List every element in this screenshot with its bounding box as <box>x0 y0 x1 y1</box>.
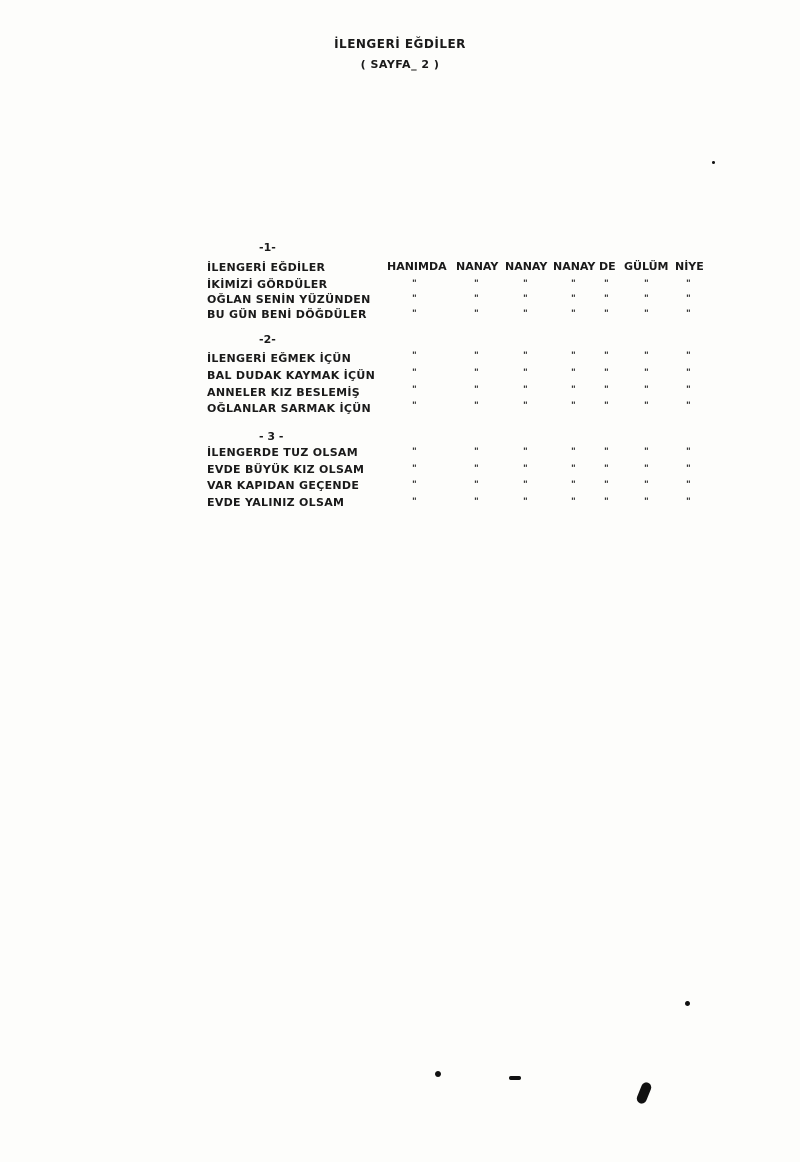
chorus-word: NANAY <box>553 260 596 273</box>
verse-line: İLENGERİ EĞMEK İÇÜN <box>207 352 352 365</box>
ditto-mark: " <box>686 368 691 378</box>
ditto-mark: " <box>412 497 417 507</box>
ditto-mark: " <box>412 309 417 319</box>
ditto-mark: " <box>571 294 576 304</box>
ditto-mark: " <box>412 480 417 490</box>
page-subtitle: ( SAYFA_ 2 ) <box>360 58 440 71</box>
ditto-mark: " <box>686 351 691 361</box>
ditto-mark: " <box>604 480 609 490</box>
ditto-mark: " <box>644 401 649 411</box>
ditto-mark: " <box>412 294 417 304</box>
ditto-mark: " <box>571 351 576 361</box>
ditto-mark: " <box>571 309 576 319</box>
ditto-mark: " <box>686 279 691 289</box>
verse-line: OĞLANLAR SARMAK İÇÜN <box>207 402 371 415</box>
scan-speck <box>435 1071 441 1077</box>
ditto-mark: " <box>474 480 479 490</box>
ditto-mark: " <box>523 464 528 474</box>
ditto-mark: " <box>604 464 609 474</box>
ditto-mark: " <box>686 385 691 395</box>
ditto-mark: " <box>686 497 691 507</box>
chorus-word: NANAY <box>505 260 548 273</box>
ditto-mark: " <box>604 447 609 457</box>
ditto-mark: " <box>604 294 609 304</box>
ditto-mark: " <box>644 368 649 378</box>
ditto-mark: " <box>523 279 528 289</box>
ditto-mark: " <box>523 351 528 361</box>
ditto-mark: " <box>686 401 691 411</box>
ditto-mark: " <box>474 309 479 319</box>
ditto-mark: " <box>474 294 479 304</box>
ditto-mark: " <box>571 464 576 474</box>
ditto-mark: " <box>571 279 576 289</box>
verse-line: EVDE YALINIZ OLSAM <box>207 496 345 509</box>
ditto-mark: " <box>474 368 479 378</box>
ditto-mark: " <box>644 351 649 361</box>
ditto-mark: " <box>604 385 609 395</box>
ditto-mark: " <box>686 294 691 304</box>
verse-line: VAR KAPIDAN GEÇENDE <box>207 479 360 492</box>
verse-number: - 3 - <box>259 430 284 443</box>
ditto-mark: " <box>523 368 528 378</box>
verse-number: -2- <box>259 333 276 346</box>
ditto-mark: " <box>571 401 576 411</box>
page-title: İLENGERİ EĞDİLER <box>334 37 466 51</box>
ditto-mark: " <box>523 497 528 507</box>
ditto-mark: " <box>571 497 576 507</box>
scan-speck <box>685 1001 690 1006</box>
ditto-mark: " <box>686 464 691 474</box>
ditto-mark: " <box>523 401 528 411</box>
ditto-mark: " <box>571 368 576 378</box>
verse-line: BU GÜN BENİ DÖĞDÜLER <box>207 308 367 321</box>
ditto-mark: " <box>604 351 609 361</box>
chorus-word: NANAY <box>456 260 499 273</box>
ditto-mark: " <box>644 279 649 289</box>
chorus-word: GÜLÜM <box>624 260 669 273</box>
verse-line: ANNELER KIZ BESLEMİŞ <box>207 386 360 399</box>
ditto-mark: " <box>644 497 649 507</box>
ditto-mark: " <box>412 447 417 457</box>
ditto-mark: " <box>604 497 609 507</box>
verse-number: -1- <box>259 241 276 254</box>
chorus-word: DE <box>599 260 616 273</box>
chorus-word: HANIMDA <box>387 260 447 273</box>
ditto-mark: " <box>604 401 609 411</box>
ditto-mark: " <box>523 309 528 319</box>
ditto-mark: " <box>644 480 649 490</box>
scan-speck <box>635 1081 653 1105</box>
ditto-mark: " <box>474 351 479 361</box>
scan-speck <box>712 161 715 164</box>
ditto-mark: " <box>686 447 691 457</box>
ditto-mark: " <box>412 464 417 474</box>
ditto-mark: " <box>571 385 576 395</box>
chorus-word: NİYE <box>675 260 704 273</box>
ditto-mark: " <box>474 279 479 289</box>
ditto-mark: " <box>523 385 528 395</box>
verse-line: OĞLAN SENİN YÜZÜNDEN <box>207 293 371 306</box>
ditto-mark: " <box>644 385 649 395</box>
scan-speck <box>509 1076 521 1080</box>
ditto-mark: " <box>686 309 691 319</box>
ditto-mark: " <box>604 309 609 319</box>
ditto-mark: " <box>686 480 691 490</box>
verse-line: İLENGERDE TUZ OLSAM <box>207 446 358 459</box>
ditto-mark: " <box>604 368 609 378</box>
verse-line: İKİMİZİ GÖRDÜLER <box>207 278 328 291</box>
ditto-mark: " <box>474 497 479 507</box>
ditto-mark: " <box>523 447 528 457</box>
ditto-mark: " <box>644 464 649 474</box>
ditto-mark: " <box>523 294 528 304</box>
ditto-mark: " <box>604 279 609 289</box>
ditto-mark: " <box>412 385 417 395</box>
verse-line: EVDE BÜYÜK KIZ OLSAM <box>207 463 365 476</box>
verse-line: BAL DUDAK KAYMAK İÇÜN <box>207 369 376 382</box>
ditto-mark: " <box>644 294 649 304</box>
ditto-mark: " <box>474 401 479 411</box>
ditto-mark: " <box>523 480 528 490</box>
ditto-mark: " <box>474 385 479 395</box>
ditto-mark: " <box>644 309 649 319</box>
ditto-mark: " <box>571 480 576 490</box>
ditto-mark: " <box>412 368 417 378</box>
ditto-mark: " <box>412 401 417 411</box>
ditto-mark: " <box>474 464 479 474</box>
ditto-mark: " <box>412 279 417 289</box>
ditto-mark: " <box>474 447 479 457</box>
ditto-mark: " <box>412 351 417 361</box>
verse-line: İLENGERİ EĞDİLER <box>207 261 326 274</box>
ditto-mark: " <box>644 447 649 457</box>
ditto-mark: " <box>571 447 576 457</box>
